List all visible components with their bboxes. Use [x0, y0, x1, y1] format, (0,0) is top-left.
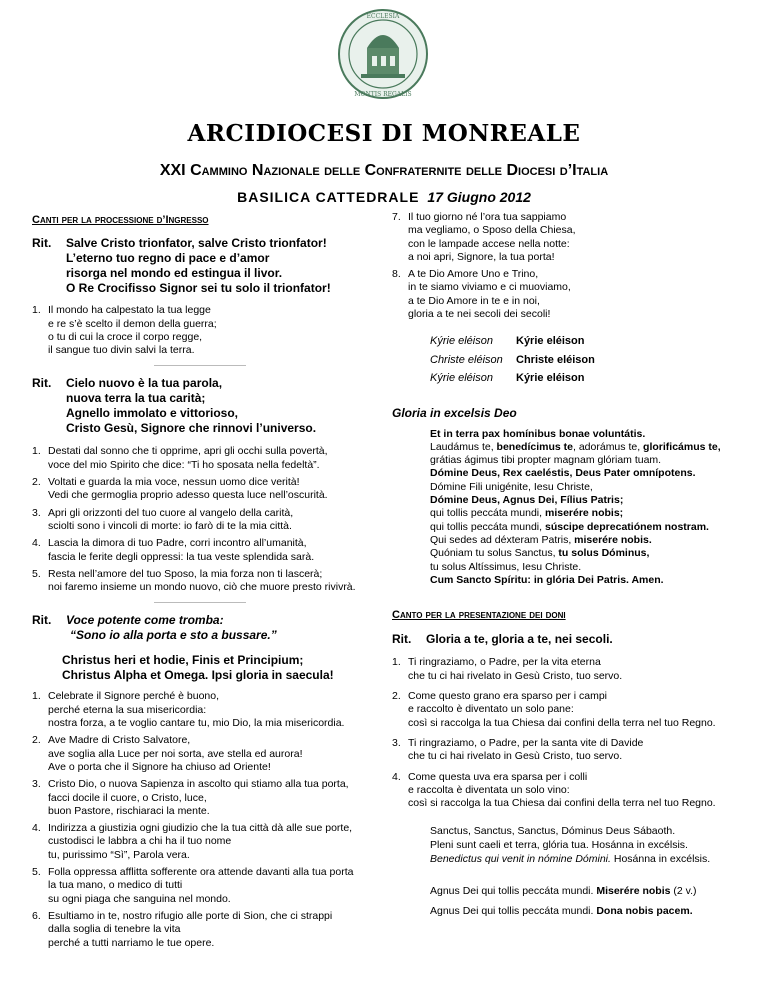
refrain-line: Cielo nuovo è la tua parola, — [66, 376, 223, 391]
verse-text: Come questo grano era sparso per i campi e raccolto è diventato un solo pane: così si raccolga la tua Chiesa dai confini della terra nel tuo Regno. — [408, 690, 716, 729]
verse-item — [32, 734, 367, 774]
verse-text: Folla oppressa afflitta sofferente ora attende davanti alla tua porta la tua mano, o medico di tutti su ogni piaga che sanguina nel mondo. — [48, 866, 354, 905]
verse-list-right — [392, 211, 744, 321]
verse-item — [32, 866, 367, 906]
verse-number: 4. — [32, 537, 41, 550]
kyrie-response: Christe eléison — [516, 353, 595, 366]
agnus-fragment: Agnus Dei qui tollis peccáta mundi. — [430, 905, 597, 918]
sanctus-fragment: Benedictus qui venit in nómine Dómini. — [430, 853, 611, 866]
separator — [154, 602, 246, 603]
gloria-line: Dómine Deus, Rex caeléstis, Deus Pater omnípotens. — [430, 467, 696, 480]
gloria-line: Cum Sancto Spíritu: in glória Dei Patris. Amen. — [430, 573, 664, 586]
separator — [154, 365, 246, 366]
gloria-fragment: súscipe deprecatiónem nostram. — [544, 520, 709, 533]
date-label: 17 Giugno 2012 — [427, 189, 531, 205]
refrain-doni — [392, 632, 744, 647]
verse-number: 6. — [32, 909, 41, 922]
agnus-fragment: (2 v.) — [670, 885, 697, 898]
refrain-label: Rit. — [32, 613, 52, 628]
refrain-line: L’eterno tuo regno di pace e d’amor — [66, 251, 270, 266]
verse-number: 3. — [32, 778, 41, 791]
refrain-label: Rit. — [32, 376, 52, 391]
verse-item — [392, 771, 744, 811]
kyrie-response: Kýrie eléison — [516, 371, 585, 384]
refrain-2 — [32, 376, 367, 436]
verse-item — [32, 476, 367, 503]
diocese-seal — [337, 8, 429, 100]
verse-item — [32, 822, 367, 862]
verse-number: 4. — [392, 770, 401, 783]
kyrie-table — [430, 335, 744, 385]
verse-text: Destati dal sonno che ti opprime, apri gli occhi sulla povertà, voce del mio Spirito che dice: “Ti ho sposata nella fedeltà”. — [48, 445, 328, 471]
gloria-line: Dómine Fili unigénite, Iesu Christe, — [430, 480, 593, 493]
verse-item — [32, 304, 367, 357]
gloria-fragment: Qui sedes ad déxteram Patris, — [430, 533, 575, 546]
gloria-line: Et in terra pax homínibus bonae voluntátis. — [430, 427, 646, 440]
sanctus-text — [430, 824, 744, 866]
verse-number: 2. — [32, 476, 41, 489]
event-subtitle: XXI Cammino Nazionale delle Confraternite delle Diocesi d’Italia — [159, 162, 609, 179]
verse-text: Voltati e guarda la mia voce, nessun uomo dice verità! Vedi che germoglia proprio adesso questa luce nell’oscurità. — [48, 476, 328, 502]
verse-number: 5. — [32, 567, 41, 580]
verse-text: Esultiamo in te, nostro rifugio alle porte di Sion, che ci strappi dalla soglia di tenebre la vita perché a tutti narriamo le tue opere. — [48, 909, 333, 949]
agnus-fragment: Miserére nobis — [596, 885, 671, 898]
verse-text: A te Dio Amore Uno e Trino, in te siamo viviamo e ci muoviamo, a te Dio Amore in te e in noi, gloria a te nei secoli dei secoli! — [408, 268, 571, 321]
gloria-fragment: qui tollis peccáta mundi, — [430, 507, 545, 520]
verse-number: 1. — [32, 304, 41, 317]
place-label: BASILICA CATTEDRALE — [237, 189, 420, 205]
verse-list-doni — [392, 656, 744, 810]
refrain-line: nuova terra la tua carità; — [66, 391, 206, 406]
verse-number: 5. — [32, 866, 41, 879]
gloria-line: Dómine Deus, Agnus Dei, Fílius Patris; — [430, 494, 624, 507]
sanctus-line: Sanctus, Sanctus, Sanctus, Dóminus Deus Sábaoth. — [430, 825, 676, 838]
gloria-fragment: , adorámus te, — [573, 440, 644, 453]
kyrie-cantor: Kýrie eléison — [430, 371, 493, 384]
refrain-line: O Re Crocifisso Signor sei tu solo il trionfator! — [66, 281, 331, 296]
gloria-line: grátias ágimus tibi propter magnam glóriam tuam. — [430, 454, 662, 467]
latin-refrain — [62, 653, 367, 683]
verse-number: 1. — [32, 690, 41, 703]
verse-number: 1. — [392, 656, 401, 669]
gloria-fragment: glorificámus te, — [643, 440, 721, 453]
gloria-fragment: miserére nobis. — [574, 533, 652, 546]
agnus-line — [430, 904, 744, 918]
sanctus-fragment: Hosánna in excélsis. — [610, 853, 711, 866]
verse-item — [392, 656, 744, 683]
refrain-label: Rit. — [392, 632, 412, 647]
verse-number: 8. — [392, 268, 401, 281]
verse-text: Il mondo ha calpestato la tua legge e re s’è scelto il demon della guerra; o tu di cui la croce il corpo regge, il sangue tuo divin salvi la terra. — [48, 304, 217, 357]
refrain-1 — [32, 236, 367, 296]
verse-item — [32, 568, 367, 595]
verse-text: Apri gli orizzonti del tuo cuore al vangelo della carità, sciolti sono i vincoli di morte: io farò di te la mia città. — [48, 506, 294, 532]
gloria-text — [430, 428, 744, 588]
refrain-text — [66, 376, 367, 436]
gloria-fragment: qui tollis peccáta mundi, — [430, 520, 545, 533]
refrain-line: Salve Cristo trionfator, salve Cristo trionfator! — [66, 236, 327, 251]
gloria-fragment: tu solus Dóminus, — [558, 547, 650, 560]
section-heading-ingresso: Canti per la processione d’Ingresso — [32, 214, 209, 226]
left-column — [32, 214, 367, 954]
svg-text:ECCLESIA: ECCLESIA — [366, 13, 400, 20]
verse-item — [392, 690, 744, 730]
verse-list-3 — [32, 690, 367, 949]
gloria-line — [430, 507, 744, 520]
agnus-line — [430, 884, 744, 898]
refrain-3 — [32, 613, 367, 643]
verse-number: 2. — [32, 734, 41, 747]
verse-item — [32, 690, 367, 730]
verse-list-2 — [32, 445, 367, 594]
svg-text:MONTIS REGALIS: MONTIS REGALIS — [354, 91, 412, 98]
refrain-label: Rit. — [32, 236, 52, 251]
verse-text: Celebrate il Signore perché è buono, perché eterna la sua misericordia: nostra forza, a te voglio cantare tu, mio Dio, la mia misericordia. — [48, 690, 345, 730]
gloria-fragment: benedícimus te — [496, 440, 573, 453]
gloria-fragment: Laudámus te, — [430, 440, 497, 453]
verse-item — [32, 778, 367, 818]
gloria-line — [430, 534, 744, 547]
gloria-heading: Gloria in excelsis Deo — [392, 406, 517, 421]
agnus-text — [430, 884, 744, 918]
verse-item — [392, 737, 744, 764]
sanctus-line — [430, 852, 744, 866]
gloria-line — [430, 547, 744, 560]
agnus-fragment: Agnus Dei qui tollis peccáta mundi. — [430, 885, 597, 898]
verse-number: 7. — [392, 211, 401, 223]
refrain-line: risorga nel mondo ed estingua il livor. — [66, 266, 283, 281]
latin-line: Christus heri et hodie, Finis et Principium; — [62, 653, 304, 668]
verse-number: 1. — [32, 445, 41, 458]
verse-number: 2. — [392, 690, 401, 703]
agnus-fragment: Dona nobis pacem. — [596, 905, 693, 918]
kyrie-cantor: Kýrie eléison — [430, 335, 493, 348]
gloria-line: tu solus Altíssimus, Iesu Christe. — [430, 560, 582, 573]
verse-number: 3. — [392, 736, 401, 749]
verse-text: Resta nell’amore del tuo Sposo, la mia forza non ti lascerà; noi faremo insieme un mondo nuovo, ciò che muore presto rivivrà. — [48, 567, 356, 594]
verse-list-1 — [32, 304, 367, 357]
refrain-line: Agnello immolato e vittorioso, — [66, 406, 239, 421]
refrain-text — [66, 613, 367, 643]
gloria-line — [430, 441, 744, 454]
verse-number: 3. — [32, 506, 41, 519]
page-title: ARCIDIOCESI DI MONREALE — [187, 120, 581, 147]
gloria-fragment: Quóniam tu solus Sanctus, — [430, 547, 559, 560]
section-heading-doni: Canto per la presentazione dei doni — [392, 609, 566, 622]
verse-item — [32, 537, 367, 564]
verse-text: Ti ringraziamo, o Padre, per la vita eterna che tu ci hai rivelato in Gesù Cristo, tuo servo. — [408, 656, 623, 682]
verse-text: Ti ringraziamo, o Padre, per la santa vite di Davide che tu ci hai rivelato in Gesù Cristo, tuo servo. — [408, 736, 644, 763]
gloria-fragment: miserére nobis; — [544, 507, 624, 520]
verse-item — [32, 910, 367, 950]
verse-item — [392, 268, 744, 321]
verse-item — [32, 445, 367, 472]
verse-item — [392, 211, 744, 264]
refrain-line: “Sono io alla porta e sto a bussare.” — [70, 628, 277, 643]
kyrie-response: Kýrie eléison — [516, 335, 585, 348]
gloria-line — [430, 521, 744, 534]
verse-number: 4. — [32, 822, 41, 835]
verse-text: Indirizza a giustizia ogni giudizio che la tua città dà alle sue porte, custodisci le labbra a chi ha il tuo nome tu, purissimo “Sì”, Parola vera. — [48, 822, 353, 861]
refrain-text — [66, 236, 367, 296]
kyrie-cantor: Christe eléison — [430, 353, 503, 366]
verse-text: Come questa uva era sparsa per i colli e raccolta è diventata un solo vino: così si raccolga la tua Chiesa dai confini della terra nel tuo Regno. — [408, 770, 716, 810]
verse-item — [32, 507, 367, 534]
right-column — [392, 211, 744, 918]
refrain-line: Voce potente come tromba: — [66, 613, 224, 628]
refrain-text: Gloria a te, gloria a te, nei secoli. — [426, 632, 613, 647]
verse-text: Ave Madre di Cristo Salvatore, ave soglia alla Luce per noi sorta, ave stella ed aurora! Ave o porta che il Signore ha chiuso ad Oriente! — [48, 734, 303, 773]
latin-line: Christus Alpha et Omega. Ipsi gloria in saecula! — [62, 668, 334, 683]
sanctus-line: Pleni sunt caeli et terra, glória tua. Hosánna in excélsis. — [430, 839, 688, 852]
verse-text: Il tuo giorno né l’ora tua sappiamo ma vegliamo, o Sposo della Chiesa, con le lampade accese nella notte: a noi apri, Signore, la tua porta! — [408, 211, 576, 263]
refrain-line: Cristo Gesù, Signore che rinnovi l’universo. — [66, 421, 317, 436]
verse-text: Lascia la dimora di tuo Padre, corri incontro all’umanità, fascia le ferite degli oppressi: la tua veste splendida sarà. — [48, 537, 315, 563]
verse-text: Cristo Dio, o nuova Sapienza in ascolto qui stiamo alla tua porta, facci docile il cuore, o Cristo, luce, buon Pastore, rischiaraci la mente. — [48, 778, 349, 817]
dateline — [0, 189, 768, 205]
